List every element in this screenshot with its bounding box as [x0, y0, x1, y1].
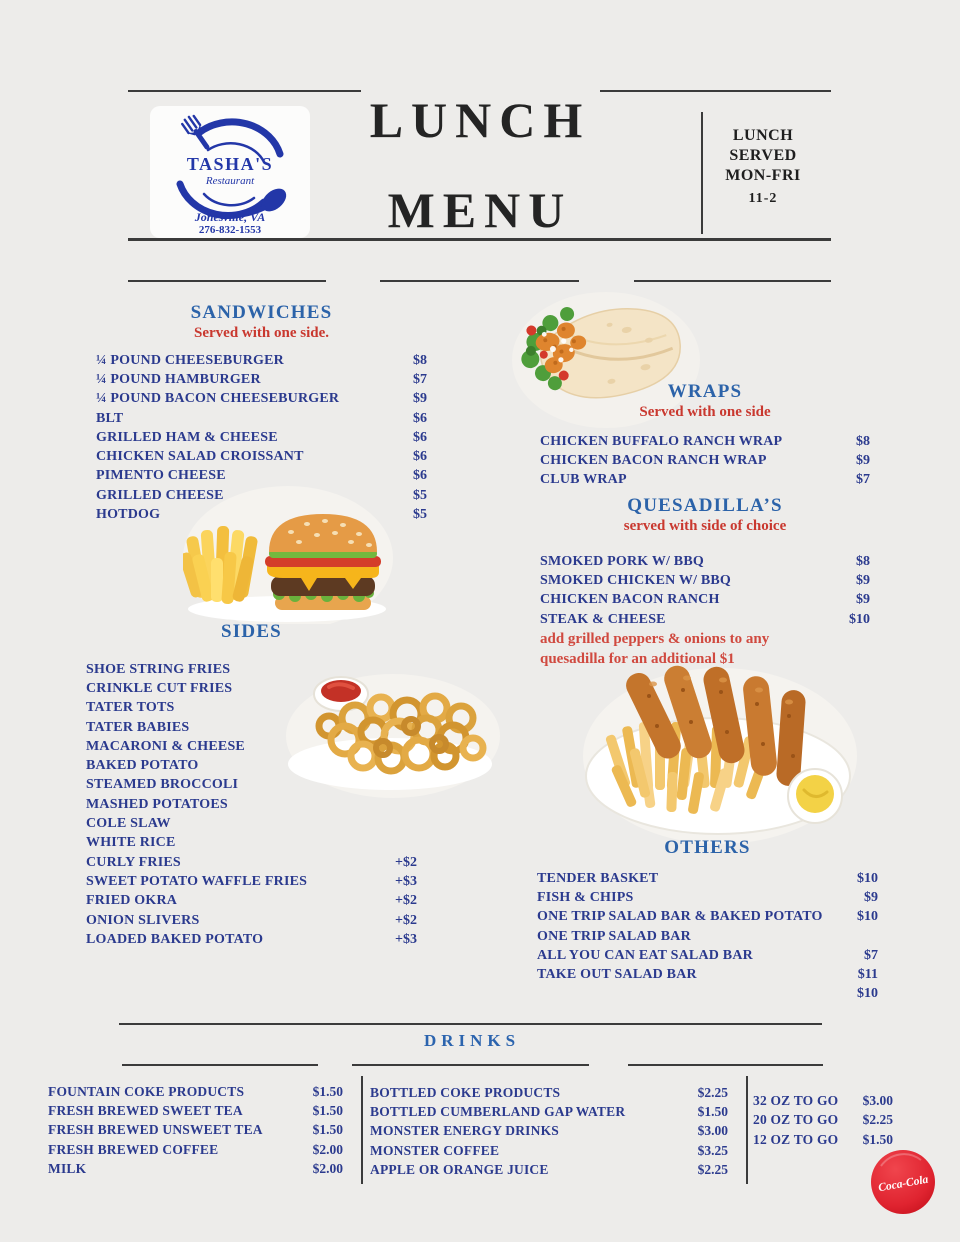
item-price: $11 [857, 967, 878, 983]
item-name: HOTDOG [96, 507, 161, 523]
item-price: $8 [856, 433, 870, 449]
quesadillas-subtitle: served with side of choice [623, 518, 787, 534]
item-name: APPLE OR ORANGE JUICE [370, 1161, 549, 1177]
item-name: CHICKEN SALAD CROISSANT [96, 449, 304, 465]
menu-item-row [537, 869, 878, 888]
item-name: FRESH BREWED COFFEE [48, 1141, 219, 1157]
item-name: GRILLED CHEESE [96, 487, 224, 503]
menu-item-row [540, 471, 870, 490]
item-price: $1.50 [697, 1103, 728, 1119]
item-price: $9 [856, 572, 870, 588]
item-name: CHICKEN BACON RANCH [540, 592, 720, 608]
item-name: ONE TRIP SALAD BAR [537, 928, 691, 944]
section-others [537, 836, 878, 1004]
item-name: CHICKEN BUFFALO RANCH WRAP [540, 433, 783, 449]
drinks-column-2 [370, 1083, 728, 1179]
item-name: MACARONI & CHEESE [86, 738, 245, 754]
menu-item-row [86, 872, 417, 891]
item-price: $7 [864, 947, 878, 963]
item-name: FRESH BREWED SWEET TEA [48, 1102, 243, 1118]
item-name: ¼ POUND BACON CHEESEBURGER [96, 391, 340, 407]
wraps-subtitle: Served with one side [639, 404, 771, 420]
item-name: ALL YOU CAN EAT SALAD BAR [537, 947, 753, 963]
drinks-column-1 [48, 1082, 343, 1178]
item-name: MONSTER ENERGY DRINKS [370, 1123, 559, 1139]
drinks-rule-top [119, 1023, 822, 1025]
menu-item-row [370, 1160, 728, 1179]
hours-line1: LUNCH [732, 127, 794, 144]
item-name: FRIED OKRA [86, 893, 178, 909]
item-name: FRESH BREWED UNSWEET TEA [48, 1122, 263, 1138]
item-name: LOADED BAKED POTATO [86, 931, 264, 947]
wraps-list [540, 432, 870, 490]
menu-item-row [86, 834, 417, 853]
item-price: $3.00 [697, 1123, 728, 1139]
item-price: $1.50 [312, 1122, 343, 1138]
item-name: PIMENTO CHEESE [96, 468, 226, 484]
coca-cola-label: Coca-Cola [877, 1173, 930, 1195]
menu-item-row [86, 853, 417, 872]
drinks-rule-seg2 [352, 1064, 589, 1066]
hours-line4: 11-2 [748, 191, 778, 206]
menu-item-row [96, 390, 427, 409]
section-quesadillas [540, 494, 870, 669]
divider-segment-3 [634, 280, 831, 282]
restaurant-logo [148, 104, 312, 240]
menu-item-row [48, 1159, 343, 1178]
hours-line2: SERVED [729, 147, 797, 164]
item-name: ¼ POUND CHEESEBURGER [96, 352, 284, 368]
sauce-cup [788, 769, 842, 823]
item-name: BAKED POTATO [86, 758, 199, 774]
item-price: $7 [856, 472, 870, 488]
item-name: ¼ POUND HAMBURGER [96, 371, 261, 387]
menu-item-row [537, 908, 878, 927]
item-name: TAKE OUT SALAD BAR [537, 967, 697, 983]
quesadillas-note-line2: quesadilla for an additional $1 [540, 650, 735, 667]
item-price: $6 [413, 449, 427, 465]
menu-item-row [48, 1101, 343, 1120]
logo-location: Jonesville, VA [194, 210, 266, 224]
item-price: $8 [856, 553, 870, 569]
menu-item-row [537, 946, 878, 965]
item-price: $2.25 [862, 1112, 893, 1128]
item-name: ONE TRIP SALAD BAR & BAKED POTATO [537, 909, 823, 925]
item-price: $10 [857, 870, 878, 886]
menu-item-row [537, 985, 878, 1004]
sandwiches-subtitle: Served with one side. [194, 325, 329, 341]
logo-phone: 276-832-1553 [198, 224, 262, 236]
quesadillas-note-line1: add grilled peppers & onions to any [540, 631, 770, 648]
menu-item-row [540, 451, 870, 470]
serving-hours [703, 126, 823, 209]
drinks-vertical-divider-1 [361, 1076, 363, 1184]
menu-item-row [753, 1091, 893, 1111]
item-price: $1.50 [312, 1102, 343, 1118]
menu-item-row [753, 1130, 893, 1150]
item-price: $6 [413, 410, 427, 426]
menu-item-row [48, 1140, 343, 1159]
item-price: $5 [413, 507, 427, 523]
menu-item-row [96, 351, 427, 370]
menu-item-row [86, 911, 417, 930]
drinks-rule-seg1 [122, 1064, 318, 1066]
item-name: STEAK & CHEESE [540, 611, 666, 627]
item-price: $1.50 [312, 1083, 343, 1099]
item-price: $3.25 [697, 1142, 728, 1158]
menu-item-row [86, 892, 417, 911]
item-price: +$2 [395, 893, 417, 909]
page-title-line2: MENU [387, 182, 573, 238]
menu-item-row [370, 1083, 728, 1102]
item-name: 12 OZ TO GO [753, 1131, 839, 1147]
drinks-vertical-divider-2 [746, 1076, 748, 1184]
menu-item-row [540, 432, 870, 451]
menu-item-row [96, 447, 427, 466]
burger-and-fries-image [183, 466, 393, 624]
drinks-list-1 [48, 1082, 343, 1178]
divider-segment-1 [128, 280, 326, 282]
item-name: FOUNTAIN COKE PRODUCTS [48, 1083, 245, 1099]
item-name: 20 OZ TO GO [753, 1112, 839, 1128]
curly-fries-image [285, 656, 500, 798]
logo-subtitle: Restaurant [205, 175, 255, 187]
item-name: TATER BABIES [86, 719, 190, 735]
item-name: 32 OZ TO GO [753, 1092, 839, 1108]
item-name: SMOKED PORK W/ BBQ [540, 553, 704, 569]
menu-item-row [96, 428, 427, 447]
hours-line3: MON-FRI [725, 167, 801, 184]
logo-name: TASHA'S [186, 154, 274, 174]
item-name: BLT [96, 410, 124, 426]
quesadillas-title: QUESADILLA’S [627, 495, 783, 516]
menu-item-row [537, 888, 878, 907]
sandwiches-title: SANDWICHES [190, 302, 333, 323]
section-wraps [540, 380, 870, 490]
item-name: SMOKED CHICKEN W/ BBQ [540, 572, 732, 588]
item-name: CHICKEN BACON RANCH WRAP [540, 452, 767, 468]
item-name: WHITE RICE [86, 835, 176, 851]
item-price: $3.00 [862, 1092, 893, 1108]
coca-cola-logo [869, 1148, 937, 1216]
item-name: TENDER BASKET [537, 870, 659, 886]
item-price: $8 [413, 352, 427, 368]
item-price: $10 [857, 986, 878, 1002]
item-name: MONSTER COFFEE [370, 1142, 500, 1158]
item-price: $2.00 [312, 1141, 343, 1157]
item-name: SHOE STRING FRIES [86, 661, 231, 677]
others-list [537, 869, 878, 1004]
item-price: $10 [849, 611, 870, 627]
item-name: MILK [48, 1160, 87, 1176]
menu-item-row [370, 1102, 728, 1121]
item-price: $6 [413, 429, 427, 445]
menu-item-row [370, 1122, 728, 1141]
divider-segment-2 [380, 280, 579, 282]
sides-title: SIDES [221, 621, 282, 642]
quesadillas-list [540, 552, 870, 629]
page-title-line1: LUNCH [369, 92, 591, 148]
menu-item-row [540, 571, 870, 590]
wraps-title: WRAPS [667, 381, 743, 402]
drinks-column-togo [753, 1091, 893, 1150]
item-price: +$2 [395, 854, 417, 870]
menu-item-row [540, 610, 870, 629]
item-name: TATER TOTS [86, 700, 175, 716]
drinks-title: DRINKS [423, 1031, 521, 1050]
drinks-list-2 [370, 1083, 728, 1179]
item-price: $9 [856, 452, 870, 468]
item-price: $9 [413, 391, 427, 407]
item-price: $1.50 [862, 1131, 893, 1147]
drinks-list-togo [753, 1091, 893, 1150]
menu-item-row [540, 552, 870, 571]
item-price: $7 [413, 371, 427, 387]
item-name: BOTTLED CUMBERLAND GAP WATER [370, 1103, 626, 1119]
item-name: BOTTLED COKE PRODUCTS [370, 1084, 561, 1100]
item-price: +$3 [395, 873, 417, 889]
item-price: $5 [413, 487, 427, 503]
burger-illustration [265, 514, 381, 610]
item-name: COLE SLAW [86, 816, 171, 832]
menu-item-row [96, 409, 427, 428]
menu-item-row [48, 1082, 343, 1101]
menu-item-row [96, 370, 427, 389]
item-name: MASHED POTATOES [86, 796, 228, 812]
item-name: CURLY FRIES [86, 854, 181, 870]
menu-item-row [86, 930, 417, 949]
item-name: CLUB WRAP [540, 472, 627, 488]
drinks-rule-seg3 [628, 1064, 823, 1066]
item-price: $2.25 [697, 1161, 728, 1177]
menu-item-row [537, 927, 878, 946]
others-title: OTHERS [664, 837, 751, 858]
menu-item-row [540, 591, 870, 610]
item-price: $6 [413, 468, 427, 484]
item-price: $2.25 [697, 1084, 728, 1100]
chicken-tenders-image [583, 656, 858, 848]
item-name: GRILLED HAM & CHEESE [96, 429, 278, 445]
menu-item-row [753, 1111, 893, 1131]
item-price: $2.00 [312, 1160, 343, 1176]
item-name: CRINKLE CUT FRIES [86, 680, 233, 696]
menu-item-row [537, 965, 878, 984]
item-price: $9 [864, 889, 878, 905]
menu-item-row [370, 1141, 728, 1160]
item-price: $10 [857, 909, 878, 925]
item-price: $9 [856, 592, 870, 608]
item-name: STEAMED BROCCOLI [86, 777, 239, 793]
menu-item-row [86, 814, 417, 833]
item-name: FISH & CHIPS [537, 889, 634, 905]
menu-item-row [48, 1121, 343, 1140]
item-price: +$2 [395, 912, 417, 928]
item-name: ONION SLIVERS [86, 912, 200, 928]
item-name: SWEET POTATO WAFFLE FRIES [86, 873, 308, 889]
item-price: +$3 [395, 931, 417, 947]
